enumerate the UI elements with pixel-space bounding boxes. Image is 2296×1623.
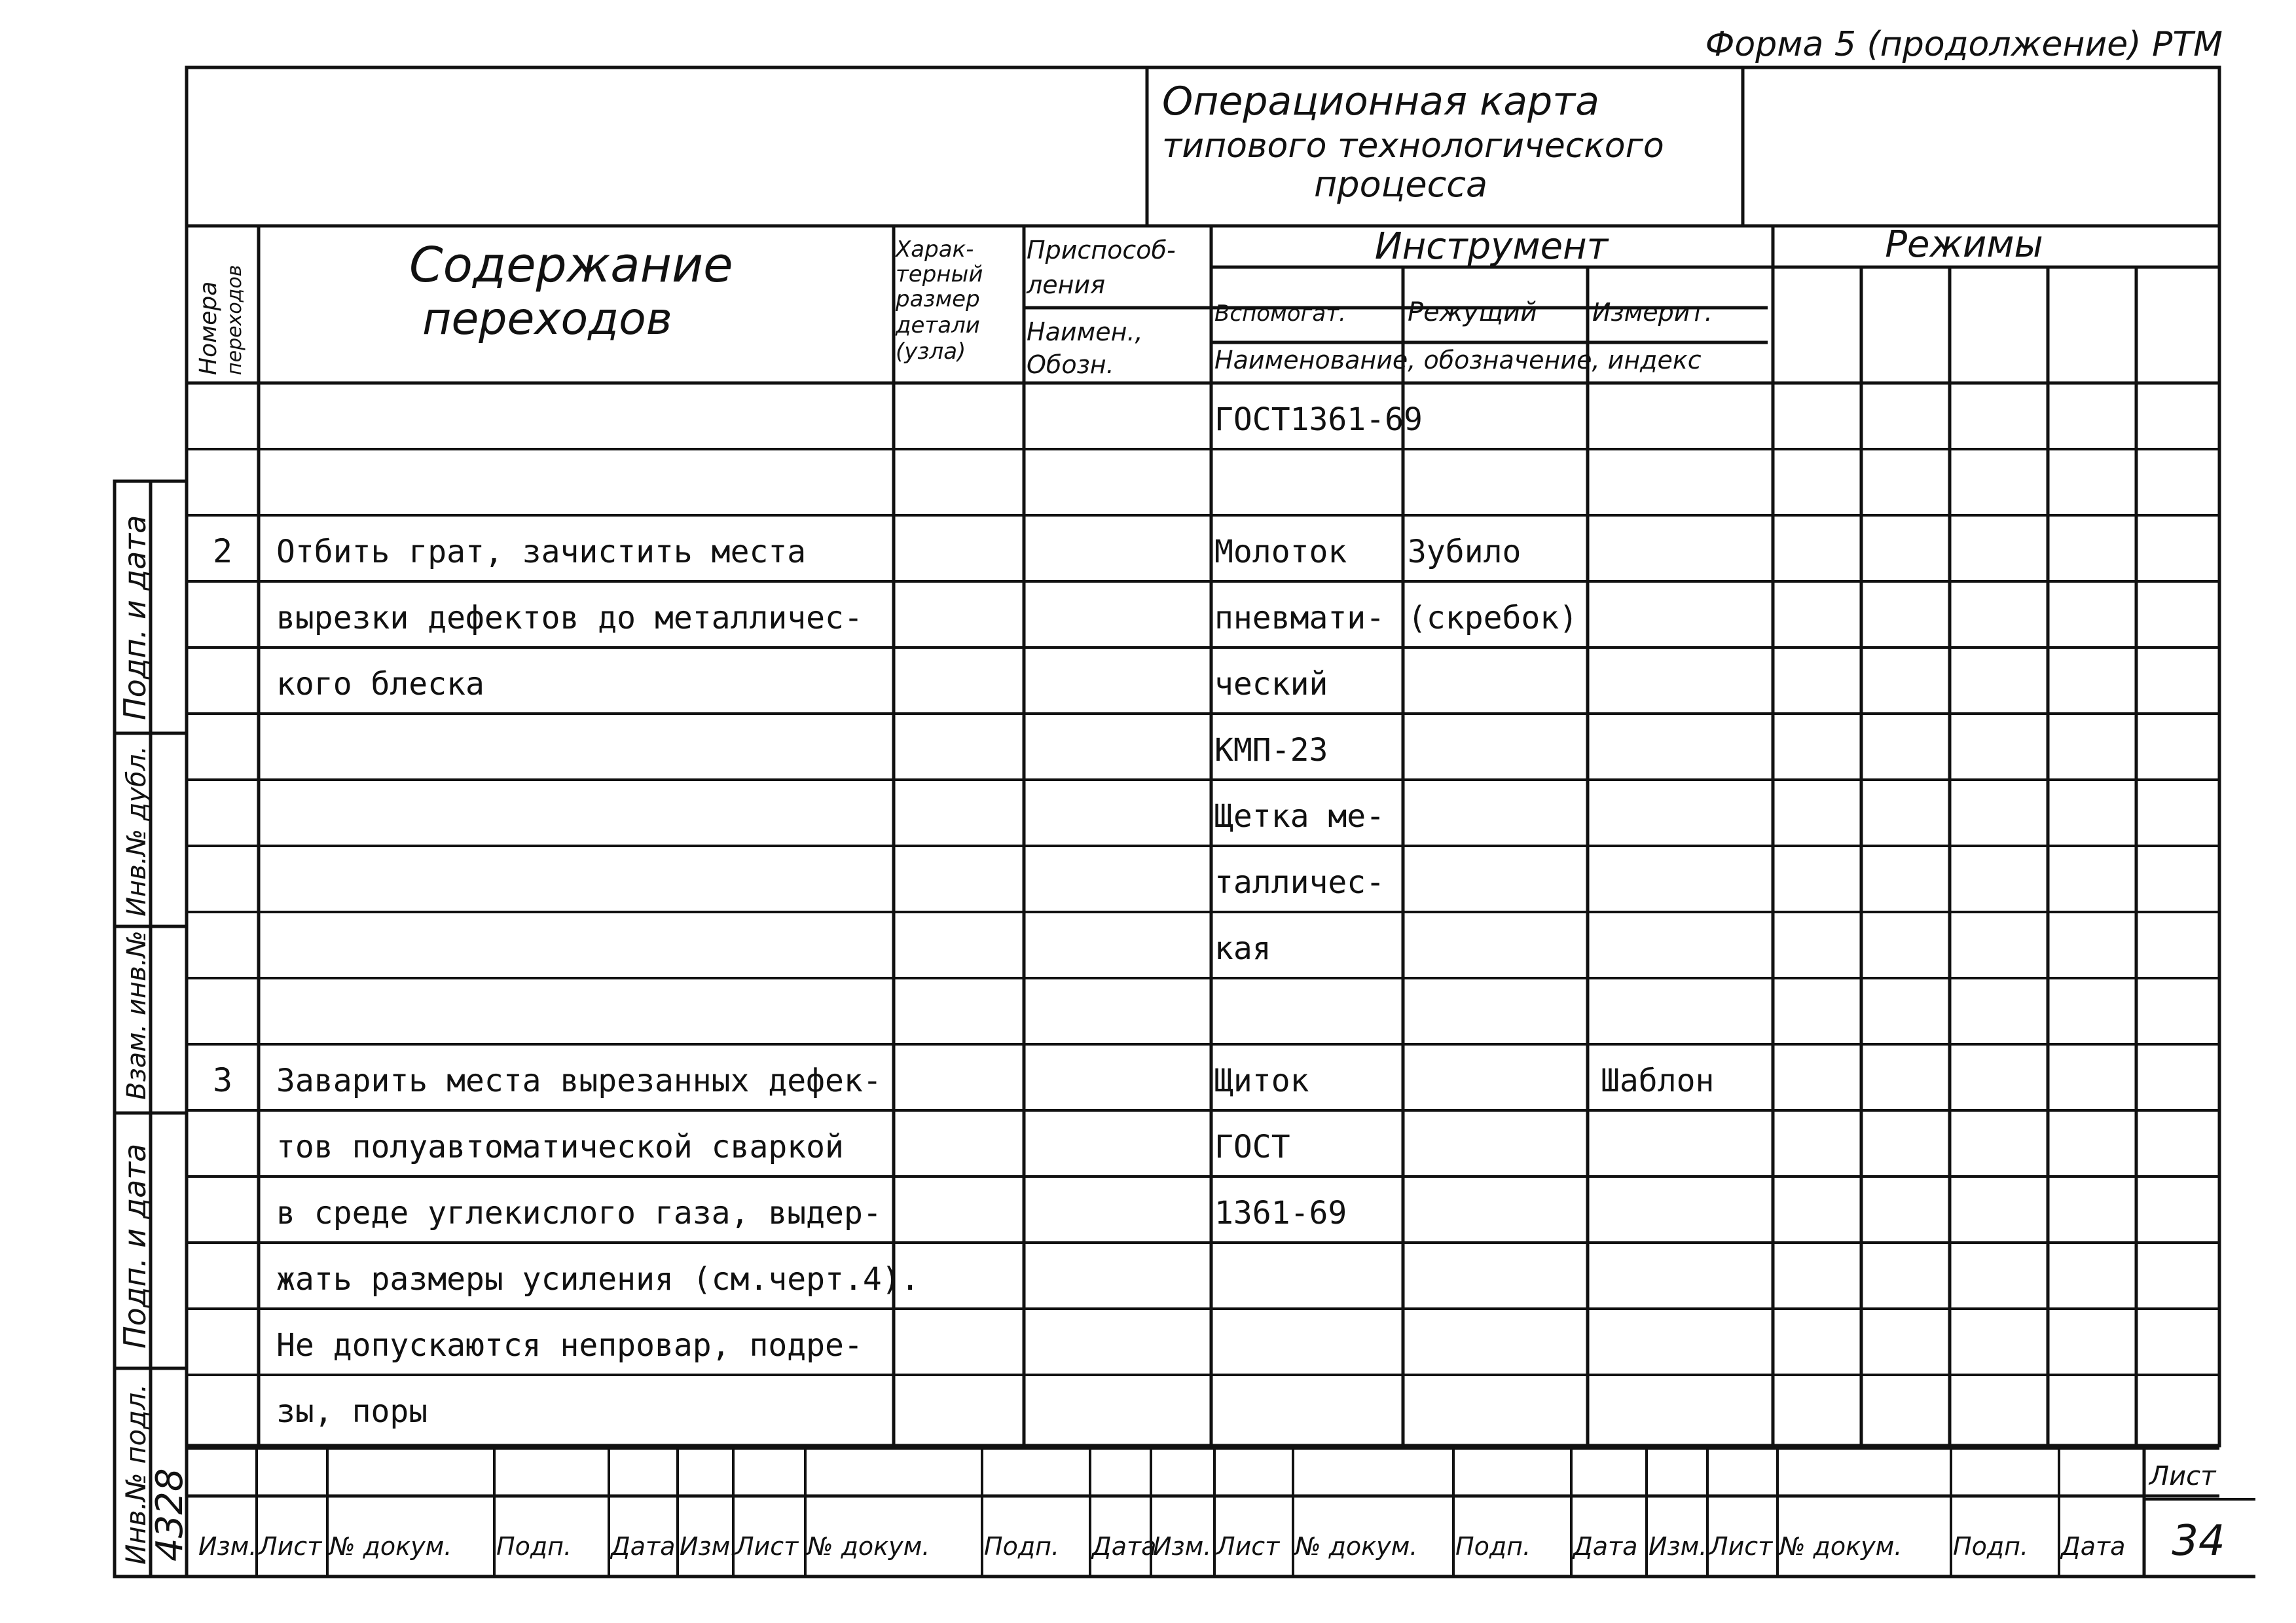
footer-label: Подп.	[496, 1532, 572, 1561]
svg-text:Подп. и дата: Подп. и дата	[117, 1143, 153, 1349]
row-instrument-aux: пневмати-	[1214, 600, 1385, 636]
stamp-signature-date-1	[117, 1144, 153, 1349]
footer-label: Лист	[1709, 1532, 1773, 1561]
footer-label: Изм.	[1153, 1532, 1212, 1561]
footer-label: Дата	[611, 1532, 676, 1561]
table-row	[213, 1061, 1714, 1099]
row-instrument-aux: кая	[1214, 930, 1271, 967]
row-content: Не допускаются непровар, подре-	[276, 1327, 863, 1364]
sheet-label: Лист	[2149, 1461, 2216, 1491]
fixtures-header-3: Наимен.,	[1027, 318, 1143, 346]
row-instrument-aux: ГОСТ1361-69	[1214, 401, 1423, 438]
footer-label: Лист	[259, 1532, 322, 1561]
row-instrument-measuring: Шаблон	[1601, 1063, 1715, 1099]
row-instrument-aux: талличес-	[1214, 864, 1385, 901]
instrument-header: Инструмент	[1374, 225, 1609, 268]
fixtures-header-4: Обозн.	[1027, 350, 1114, 379]
char-header-3: размер	[896, 286, 980, 312]
revision-block	[198, 1532, 2125, 1561]
row-content: жать размеры усиления (см.черт.4).	[276, 1261, 920, 1298]
table-row	[276, 666, 1328, 702]
instr-meas-header: Измерит.	[1592, 298, 1713, 327]
svg-text:Подп. и дата: Подп. и дата	[117, 515, 153, 720]
inventory-number	[149, 1468, 191, 1561]
row-content: тов полуавтоматической сваркой	[276, 1129, 844, 1165]
table-row	[213, 532, 1521, 570]
num-col-header	[195, 265, 246, 375]
row-instrument-aux: Щиток	[1214, 1063, 1309, 1099]
instr-aux-header: Вспомогат.	[1214, 301, 1346, 327]
doc-title-line-1: Операционная карта	[1162, 79, 1599, 124]
footer-label: Изм.	[198, 1532, 257, 1561]
row-instrument-aux: 1361-69	[1214, 1195, 1347, 1231]
content-header-1: Содержание	[409, 237, 733, 293]
char-header-4: детали	[896, 312, 980, 338]
fixtures-header-1: Приспособ-	[1027, 236, 1176, 264]
table-row	[1214, 401, 1423, 438]
table-row	[276, 1393, 428, 1430]
instr-sub-header: Наименование, обозначение, индекс	[1214, 346, 1702, 374]
footer-label: № докум.	[807, 1532, 930, 1561]
instr-cut-header: Режущий	[1408, 297, 1538, 327]
stamp-replacement-inv	[122, 930, 152, 1100]
stamp-inv-duplicate	[122, 746, 152, 917]
table-row-lines	[187, 449, 2219, 1375]
table-row	[276, 1327, 863, 1364]
svg-text:Инв.№ дубл.: Инв.№ дубл.	[122, 746, 152, 917]
row-instrument-aux: ческий	[1214, 666, 1328, 702]
footer-label: Лист	[1216, 1532, 1280, 1561]
table-row	[276, 600, 1578, 636]
table-row	[1214, 864, 1385, 901]
modes-header: Режимы	[1885, 223, 2043, 266]
footer-label: Подп.	[1953, 1532, 2029, 1561]
footer-label: № докум.	[1779, 1532, 1903, 1561]
table-row	[1214, 930, 1271, 967]
row-content: кого блеска	[276, 666, 484, 702]
footer-label: Изм.	[1649, 1532, 1707, 1561]
footer-label: № докум.	[329, 1532, 452, 1561]
footer-label: Дата	[1573, 1532, 1638, 1561]
footer-label: № докум.	[1295, 1532, 1418, 1561]
footer-label: Подп.	[1455, 1532, 1531, 1561]
stamp-inv-original	[120, 1384, 152, 1565]
footer-label: Подп.	[984, 1532, 1060, 1561]
svg-text:4328: 4328	[149, 1468, 191, 1561]
row-content: Заварить места вырезанных дефек-	[276, 1063, 882, 1099]
row-instrument-aux: Молоток	[1214, 534, 1347, 570]
table-row	[1214, 732, 1328, 769]
footer-label: Изм.	[680, 1532, 738, 1561]
sheet-number: 34	[2172, 1517, 2225, 1565]
table-row	[1214, 798, 1385, 835]
svg-text:Взам. инв.№: Взам. инв.№	[122, 930, 152, 1100]
transition-rows	[213, 401, 1714, 1430]
svg-text:переходов: переходов	[223, 264, 246, 375]
doc-title-line-2: типового технологического	[1162, 126, 1664, 166]
char-header-1: Харак-	[896, 236, 974, 263]
svg-text:Номера: Номера	[195, 281, 222, 375]
form-label: Форма 5 (продолжение) РТМ	[1705, 25, 2223, 64]
row-instrument-aux: ГОСТ	[1214, 1129, 1290, 1165]
table-row	[276, 1195, 1347, 1231]
table-row	[276, 1261, 920, 1298]
row-content: Отбить грат, зачистить места	[276, 534, 807, 570]
char-header-5: (узла)	[896, 338, 966, 365]
stamp-signature-date-2	[117, 515, 153, 720]
footer-label: Дата	[1092, 1532, 1157, 1561]
footer-label: Лист	[735, 1532, 799, 1561]
row-content: зы, поры	[276, 1393, 428, 1430]
content-header-2: переходов	[422, 293, 672, 345]
row-content: вырезки дефектов до металличес-	[276, 600, 863, 636]
table-row	[276, 1129, 1290, 1165]
row-instrument-cutting: Зубило	[1408, 534, 1522, 570]
row-instrument-aux: Щетка ме-	[1214, 798, 1385, 835]
row-instrument-aux: КМП-23	[1214, 732, 1328, 769]
char-header-2: терный	[896, 261, 983, 287]
fixtures-header-2: ления	[1027, 270, 1106, 299]
row-number: 3	[212, 1061, 233, 1099]
doc-title-line-3: процесса	[1314, 164, 1488, 205]
row-content: в среде углекислого газа, выдер-	[276, 1195, 882, 1231]
footer-label: Дата	[2061, 1532, 2126, 1561]
row-number: 2	[212, 532, 233, 570]
row-instrument-cutting: (скребок)	[1408, 600, 1578, 636]
svg-text:Инв.№ подл.: Инв.№ подл.	[120, 1383, 152, 1565]
